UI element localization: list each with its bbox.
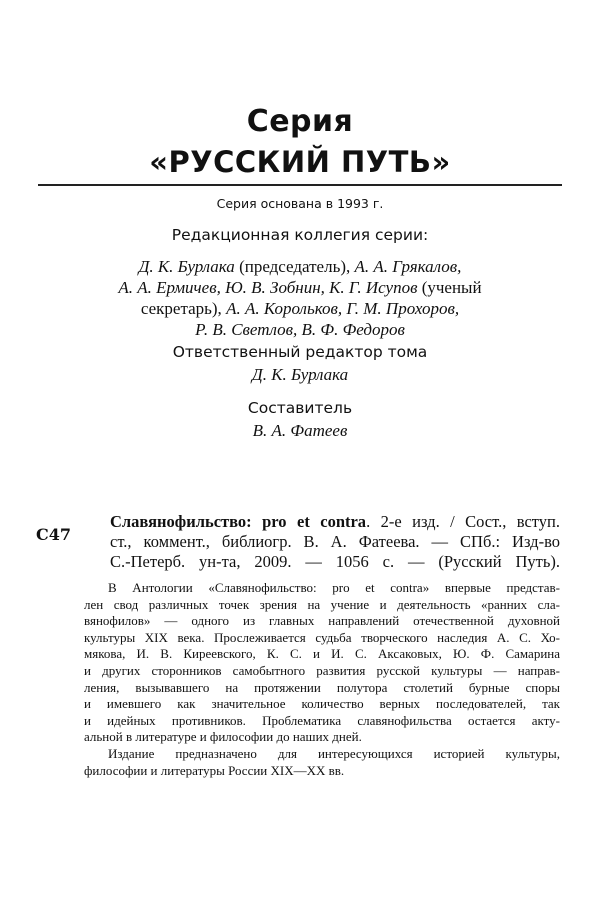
responsible-editor-name: Д. К. Бурлака [251, 365, 349, 384]
series-name: «РУССКИЙ ПУТЬ» [149, 145, 451, 179]
annotation-line: Издание предназначено для интересующихся историей культуры, [108, 745, 560, 761]
annotation-line: В Антологии «Славянофильство: pro et contra» впервые представ- [108, 580, 560, 595]
board-line: А. А. Ермичев, Ю. В. Зобнин, К. Г. Исупов (ученый [118, 278, 482, 297]
bib-line: Славянофильство: pro et contra. 2-е изд. / Сост., вступ. [110, 512, 560, 531]
catalog-code: С47 [36, 525, 71, 544]
annotation-line: альной в литературе и философии до наших дней. [84, 729, 362, 745]
annotation-line: и идейных противников. Проблематика славянофильства остается акту- [84, 712, 560, 728]
annotation-line: лен свод различных точек зрения на учение и деятельность «ранних сла- [84, 596, 560, 612]
annotation-line: ления, вызывавшего на протяжении полутора столетий бурные споры [84, 679, 560, 695]
annotation-line: вянофилов» — одного из главных направлений отечественной духовной [84, 613, 560, 629]
annotation-line: и других сторонников самобытного развития русской культуры — направ- [84, 662, 560, 678]
series-founded: Серия основана в 1993 г. [216, 196, 384, 211]
board-line: Д. К. Бурлака (председатель), А. А. Грякалов, [138, 257, 462, 276]
annotation-line: философии и литературы России XIX—XX вв. [84, 762, 345, 778]
bib-line: ст., коммент., библиогр. В. А. Фатеева. — СПб.: Изд-во [110, 532, 560, 551]
compiler-name: В. А. Фатеев [252, 421, 348, 440]
annotation-line: и имевшего как значительное количество верных последователей, так [84, 696, 560, 712]
annotation-line: культуры XIX века. Прослеживается судьба творческого наследия А. С. Хо- [84, 629, 560, 645]
series-heading: Серия [246, 104, 354, 139]
book-title: Славянофильство: pro et contra [110, 512, 367, 531]
board-line: секретарь), А. А. Корольков, Г. М. Прохоров, [140, 299, 460, 318]
board-line: Р. В. Светлов, В. Ф. Федоров [195, 320, 405, 339]
annotation-line: мякова, И. В. Киреевского, К. С. и И. С. Аксаковых, Ю. Ф. Самарина [84, 646, 560, 662]
horizontal-rule [38, 184, 562, 186]
bibliographic-record [110, 512, 560, 572]
responsible-editor-label: Ответственный редактор тома [172, 343, 428, 361]
bib-line: С.-Петерб. ун-та, 2009. — 1056 с. — (Русский Путь). [110, 552, 560, 571]
compiler-label: Составитель [247, 399, 353, 417]
editorial-board-label: Редакционная коллегия серии: [171, 226, 429, 244]
annotation [84, 580, 560, 779]
editorial-board-members [80, 256, 520, 340]
